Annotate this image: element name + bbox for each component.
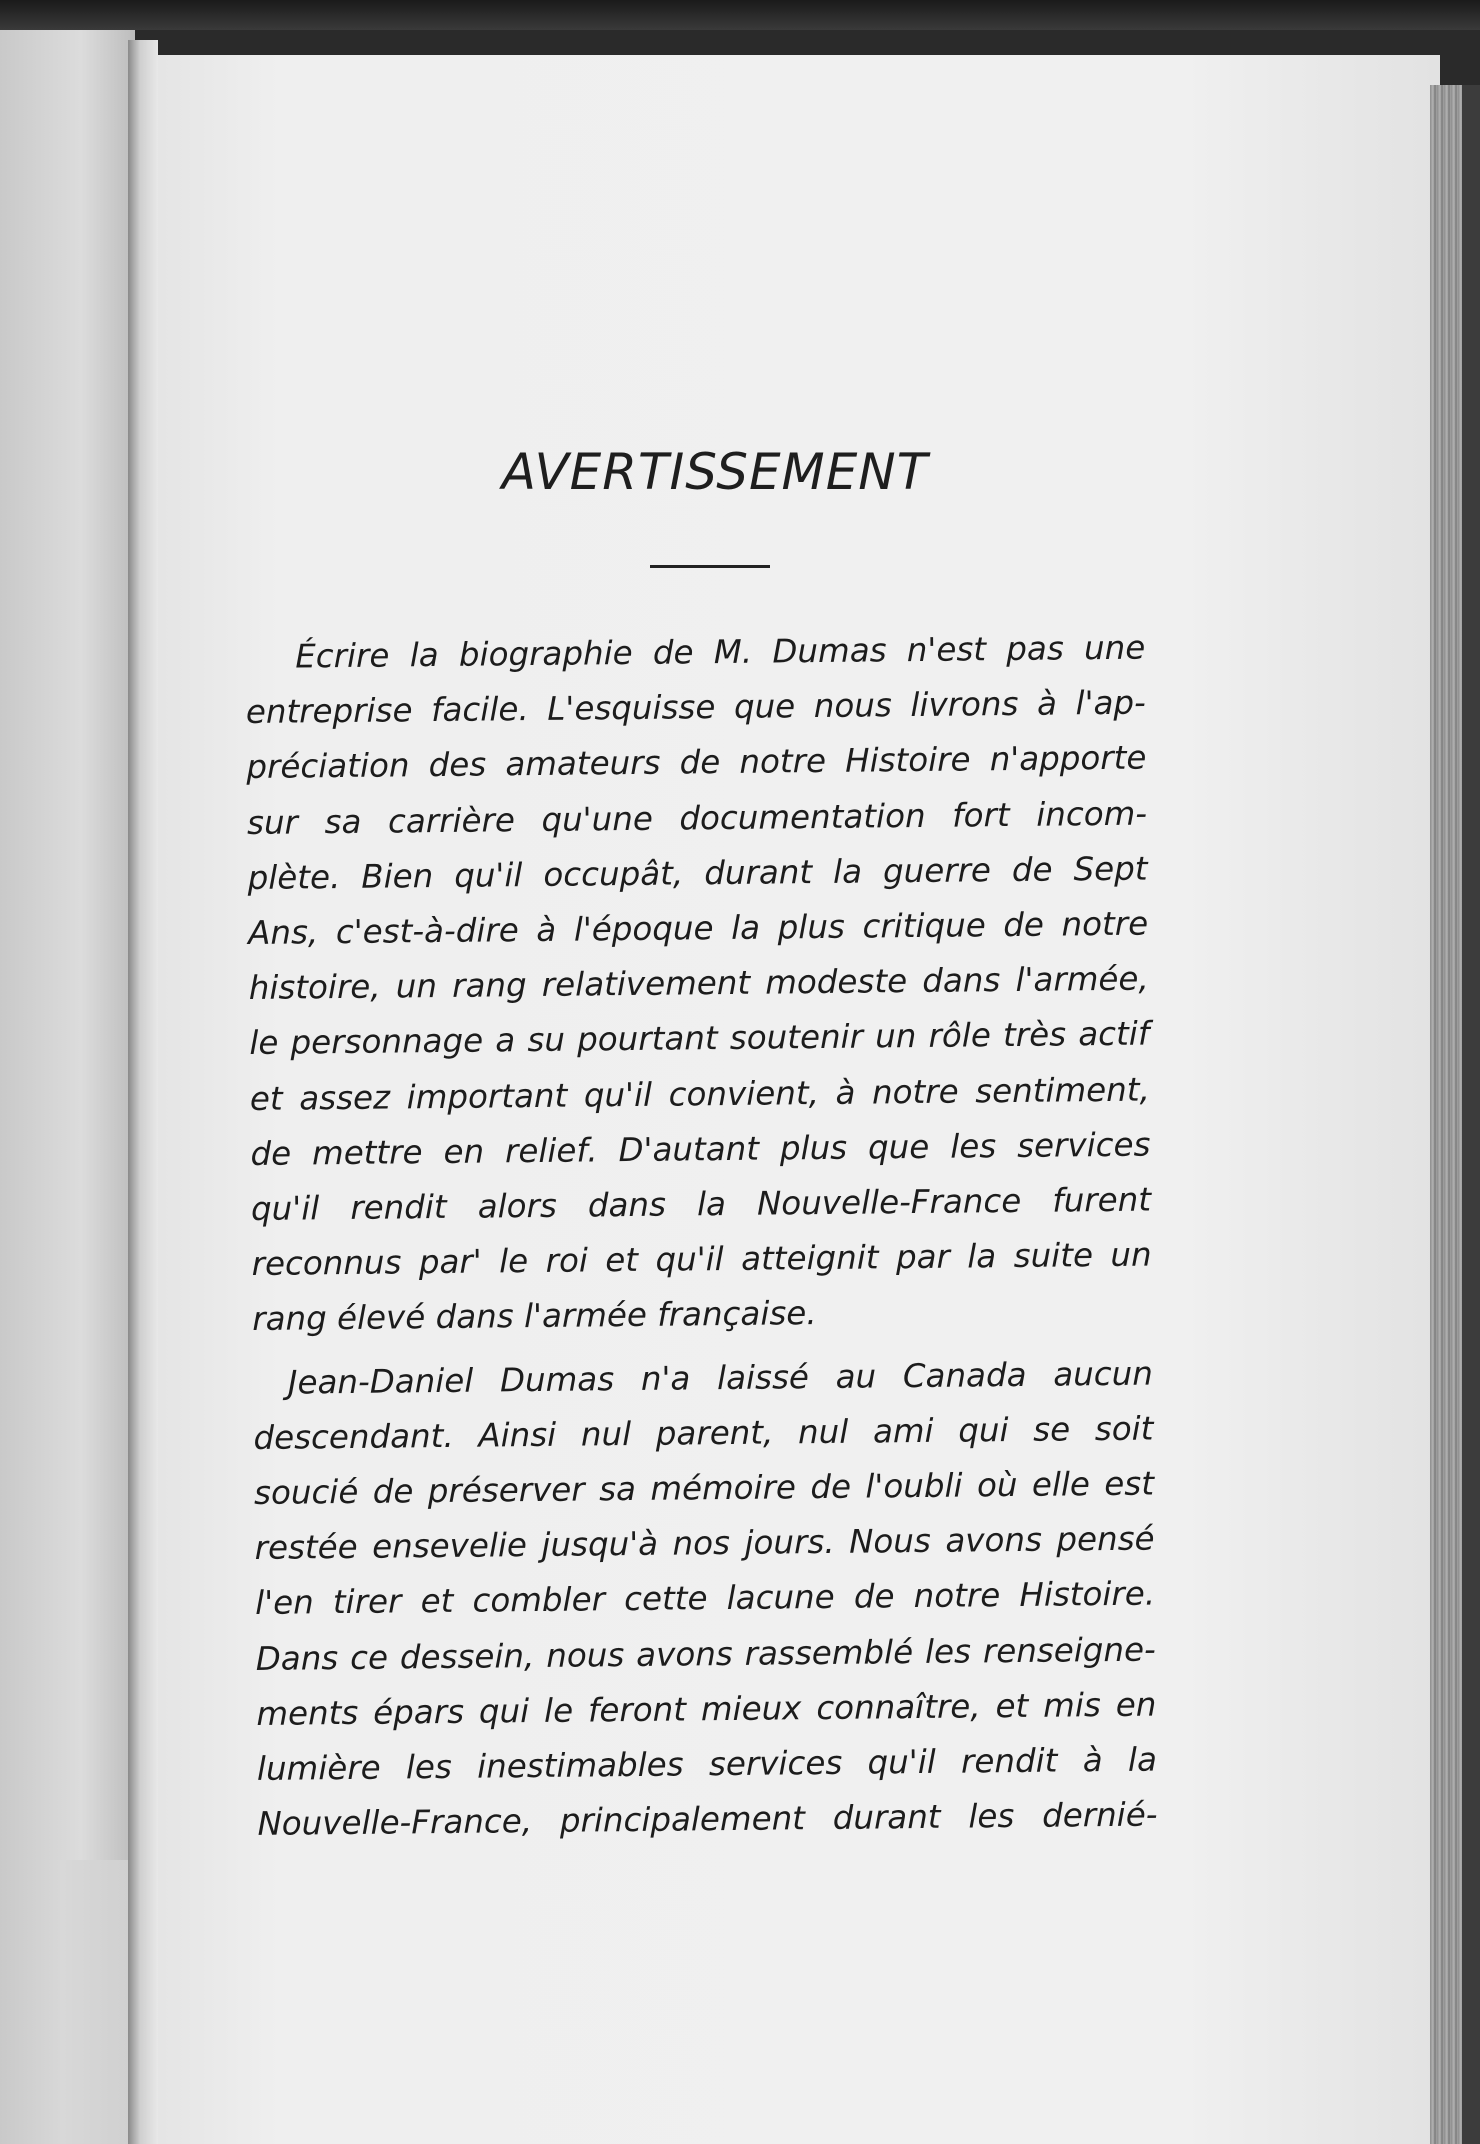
paragraph-2 (253, 1346, 1158, 1852)
book-cover-edge (1462, 85, 1480, 2144)
paragraph-1 (245, 621, 1152, 1348)
facing-page-edge (0, 30, 135, 2144)
text-line: Dans ce dessein, nous avons rassemblé les renseigne- (255, 1630, 1156, 1678)
text-line: descendant. Ainsi nul parent, nul ami qui se soit (253, 1409, 1154, 1457)
text-line: Ans, c'est-à-dire à l'époque la plus critique de notre (247, 904, 1149, 952)
text-line: histoire, un rang relativement modeste dans l'armée, (248, 959, 1149, 1008)
text-line: de mettre en relief. D'autant plus que les services (250, 1125, 1151, 1173)
book-gutter (128, 40, 158, 2144)
text-line: ments épars qui le feront mieux connaître, et mis en (256, 1685, 1157, 1733)
text-line: reconnus par' le roi et qu'il atteignit par la suite un (251, 1235, 1152, 1284)
text-line: restée ensevelie jusqu'à nos jours. Nous avons pensé (254, 1519, 1155, 1568)
text-line: lumière les inestimables services qu'il rendit à la (256, 1740, 1158, 1788)
text-line: rang élevé dans l'armée française. (252, 1294, 817, 1339)
text-line: Nouvelle-France, principalement durant les dernié- (257, 1795, 1158, 1844)
body-text (245, 621, 1158, 1853)
text-line: qu'il rendit alors dans la Nouvelle-France furent (250, 1180, 1152, 1228)
text-line: Jean-Daniel Dumas n'a laissé au Canada aucun (287, 1354, 1154, 1402)
page-title: AVERTISSEMENT (501, 443, 929, 501)
text-line: plète. Bien qu'il occupât, durant la guerre de Sept (247, 849, 1148, 897)
text-line: Écrire la biographie de M. Dumas n'est pas une (295, 628, 1146, 676)
text-line: le personnage a su pourtant soutenir un rôle très actif (249, 1014, 1150, 1063)
text-line: soucié de préserver sa mémoire de l'oubli où elle est (253, 1464, 1155, 1512)
text-line: entreprise facile. L'esquisse que nous livrons à l'ap- (245, 683, 1147, 732)
text-line: sur sa carrière qu'une documentation fort incom- (246, 794, 1148, 842)
title-rule (650, 565, 770, 568)
text-line: et assez important qu'il convient, à notre sentiment, (249, 1070, 1151, 1118)
text-line: l'en tirer et combler cette lacune de notre Histoire. (254, 1574, 1156, 1623)
scan-top-edge (0, 0, 1480, 30)
text-line: préciation des amateurs de notre Histoire n'apporte (246, 738, 1147, 787)
